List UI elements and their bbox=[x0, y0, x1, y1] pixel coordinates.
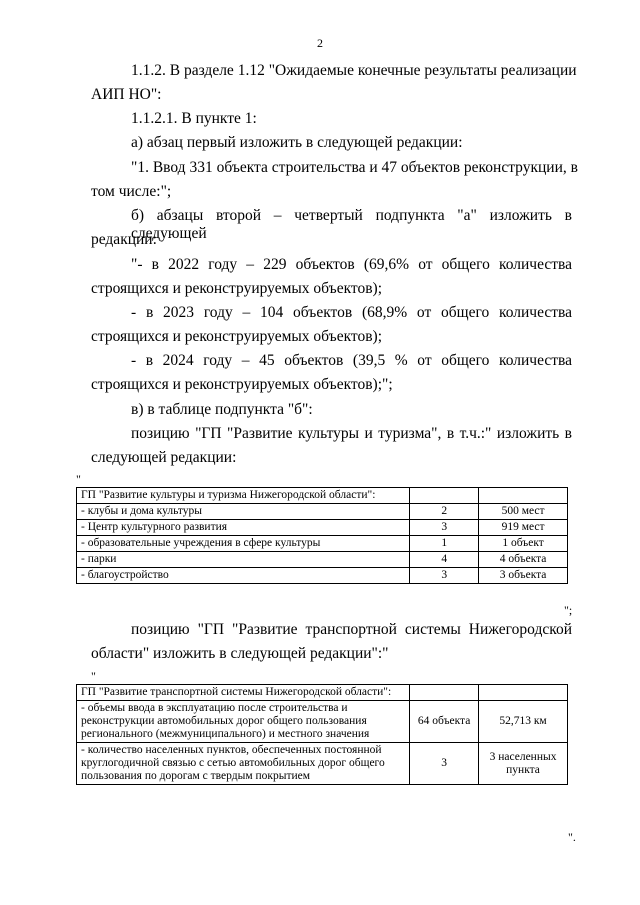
row-value: 1 объект bbox=[479, 536, 568, 552]
close-quote-2: ". bbox=[568, 830, 576, 844]
row-value: 52,713 км bbox=[479, 701, 568, 743]
paragraph-8-line-1: - в 2024 году – 45 объектов (39,5 % от общего количества bbox=[131, 352, 572, 369]
row-count: 3 bbox=[410, 520, 479, 536]
paragraph-4-line-1: "1. Ввод 331 объекта строительства и 47 объектов реконструкции, в bbox=[131, 159, 578, 176]
row-count: 4 bbox=[410, 552, 479, 568]
row-value: 3 объекта bbox=[479, 568, 568, 584]
table-row bbox=[77, 701, 568, 743]
table-row bbox=[77, 504, 568, 520]
row-value: 3 населенных пункта bbox=[479, 743, 568, 785]
open-quote-1: " bbox=[76, 472, 81, 486]
paragraph-8-line-2: строящихся и реконструируемых объектов);"; bbox=[91, 376, 393, 393]
table-header-row bbox=[77, 488, 568, 504]
paragraph-11-line-1: позицию "ГП "Развитие транспортной системы Нижегородской bbox=[131, 621, 572, 638]
table-header-cell: ГП "Развитие культуры и туризма Нижегородской области": bbox=[77, 488, 410, 504]
row-name: - клубы и дома культуры bbox=[77, 504, 410, 520]
paragraph-5-line-1: б) абзацы второй – четвертый подпункта "а" изложить в следующей bbox=[131, 207, 572, 242]
paragraph-10-line-1: позицию "ГП "Развитие культуры и туризма", в т.ч.:" изложить в bbox=[131, 425, 572, 442]
table-row bbox=[77, 568, 568, 584]
table-row bbox=[77, 520, 568, 536]
paragraph-5-line-2: редакции: bbox=[91, 231, 157, 248]
row-name: - количество населенных пунктов, обеспеченных постоянной круглогодичной связью с сетью автомобильных дорог общего пользования по дорогам с твердым покрытием bbox=[77, 743, 410, 785]
open-quote-2: " bbox=[91, 669, 96, 683]
row-name: - объемы ввода в эксплуатацию после строительства и реконструкции автомобильных дорог общего пользования регионального (межмуниципального) и местного значения bbox=[77, 701, 410, 743]
paragraph-4-line-2: том числе:"; bbox=[91, 183, 172, 200]
table-header-row bbox=[77, 685, 568, 701]
paragraph-9: в) в таблице подпункта "б": bbox=[131, 401, 313, 418]
table-header-cell: ГП "Развитие транспортной системы Нижегородской области": bbox=[77, 685, 410, 701]
row-name: - Центр культурного развития bbox=[77, 520, 410, 536]
paragraph-1-line-1: 1.1.2. В разделе 1.12 "Ожидаемые конечные результаты реализации bbox=[131, 62, 577, 79]
paragraph-11-line-2: области" изложить в следующей редакции":" bbox=[91, 645, 389, 662]
table-row bbox=[77, 743, 568, 785]
culture-table bbox=[76, 487, 568, 584]
paragraph-1-line-2: АИП НО": bbox=[91, 86, 162, 103]
row-count: 64 объекта bbox=[410, 701, 479, 743]
row-name: - парки bbox=[77, 552, 410, 568]
paragraph-6-line-2: строящихся и реконструируемых объектов); bbox=[91, 280, 383, 297]
transport-table bbox=[76, 684, 568, 785]
paragraph-10-line-2: следующей редакции: bbox=[91, 449, 237, 466]
row-count: 3 bbox=[410, 743, 479, 785]
paragraph-7-line-1: - в 2023 году – 104 объектов (68,9% от общего количества bbox=[131, 304, 572, 321]
row-value: 4 объекта bbox=[479, 552, 568, 568]
row-name: - благоустройство bbox=[77, 568, 410, 584]
paragraph-7-line-2: строящихся и реконструируемых объектов); bbox=[91, 328, 383, 345]
row-count: 1 bbox=[410, 536, 479, 552]
table-row bbox=[77, 536, 568, 552]
paragraph-2: 1.1.2.1. В пункте 1: bbox=[131, 110, 257, 127]
table-row bbox=[77, 552, 568, 568]
row-value: 919 мест bbox=[479, 520, 568, 536]
paragraph-3: а) абзац первый изложить в следующей редакции: bbox=[131, 134, 463, 151]
row-count: 3 bbox=[410, 568, 479, 584]
row-value: 500 мест bbox=[479, 504, 568, 520]
row-count: 2 bbox=[410, 504, 479, 520]
close-quote-1: "; bbox=[564, 603, 573, 617]
paragraph-6-line-1: "- в 2022 году – 229 объектов (69,6% от общего количества bbox=[131, 256, 572, 273]
page-number: 2 bbox=[317, 36, 323, 50]
row-name: - образовательные учреждения в сфере культуры bbox=[77, 536, 410, 552]
